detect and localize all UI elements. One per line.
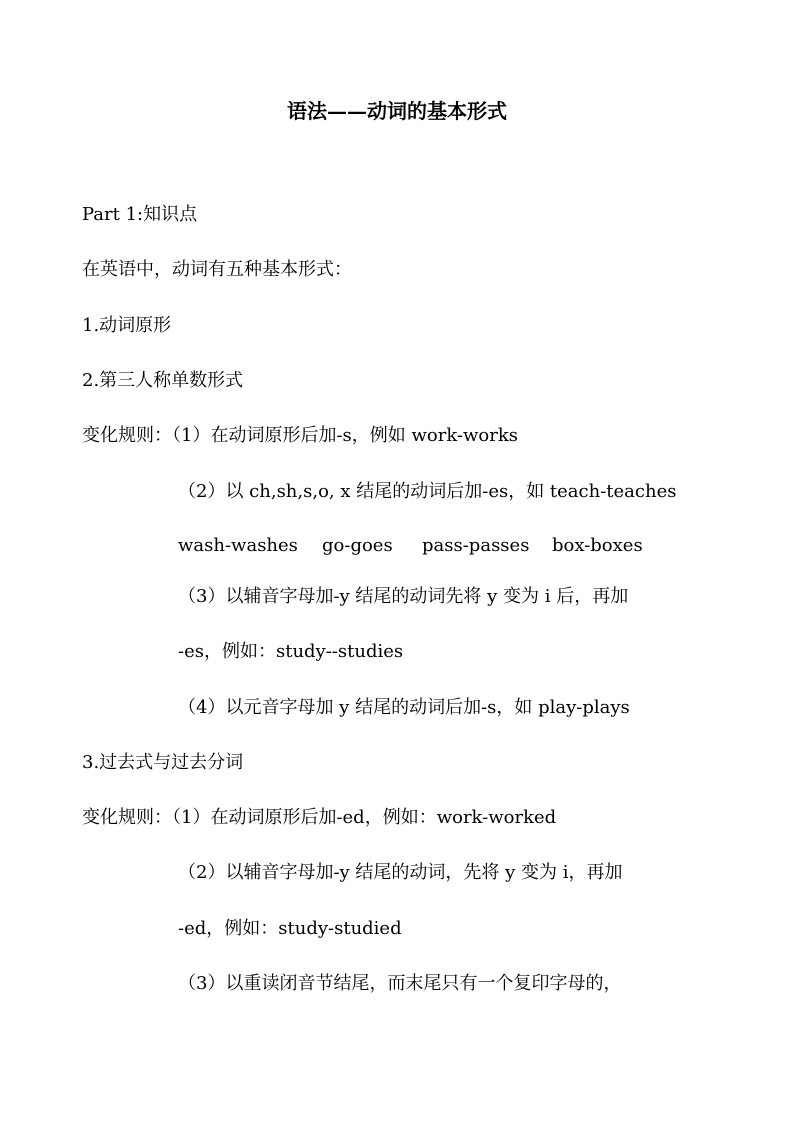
example-word: go-goes xyxy=(322,535,393,556)
item-2-rule-3-line-1: （3）以辅音字母加-y 结尾的动词先将 y 变为 i 后，再加 xyxy=(178,586,629,607)
item-2-examples xyxy=(178,534,643,558)
item-2-rule-3-line-2: -es，例如：study--studies xyxy=(178,641,404,662)
item-1-heading: 1.动词原形 xyxy=(82,315,172,336)
item-2-rule-2: （2）以 ch,sh,s,o, x 结尾的动词后加-es，如 teach-teaches xyxy=(178,481,677,502)
part-heading: Part 1:知识点 xyxy=(82,204,198,225)
item-3-rule-2-line-2: -ed，例如：study-studied xyxy=(178,918,402,939)
intro-text: 在英语中，动词有五种基本形式： xyxy=(82,259,352,280)
item-3-rule-2-line-1: （2）以辅音字母加-y 结尾的动词，先将 y 变为 i，再加 xyxy=(178,862,623,883)
example-word: pass-passes xyxy=(422,535,530,556)
example-word: box-boxes xyxy=(552,535,643,556)
document-title: 语法——动词的基本形式 xyxy=(287,99,507,123)
item-2-rule-1: 变化规则：（1）在动词原形后加-s，例如 work-works xyxy=(82,425,519,446)
item-2-rule-4: （4）以元音字母加 y 结尾的动词后加-s，如 play-plays xyxy=(178,697,630,718)
item-3-rule-1: 变化规则：（1）在动词原形后加-ed，例如：work-worked xyxy=(82,807,557,828)
item-3-heading: 3.过去式与过去分词 xyxy=(82,752,244,773)
item-2-heading: 2.第三人称单数形式 xyxy=(82,370,244,391)
example-word: wash-washes xyxy=(178,535,298,556)
item-3-rule-3-line-1: （3）以重读闭音节结尾，而末尾只有一个复印字母的， xyxy=(178,973,622,994)
